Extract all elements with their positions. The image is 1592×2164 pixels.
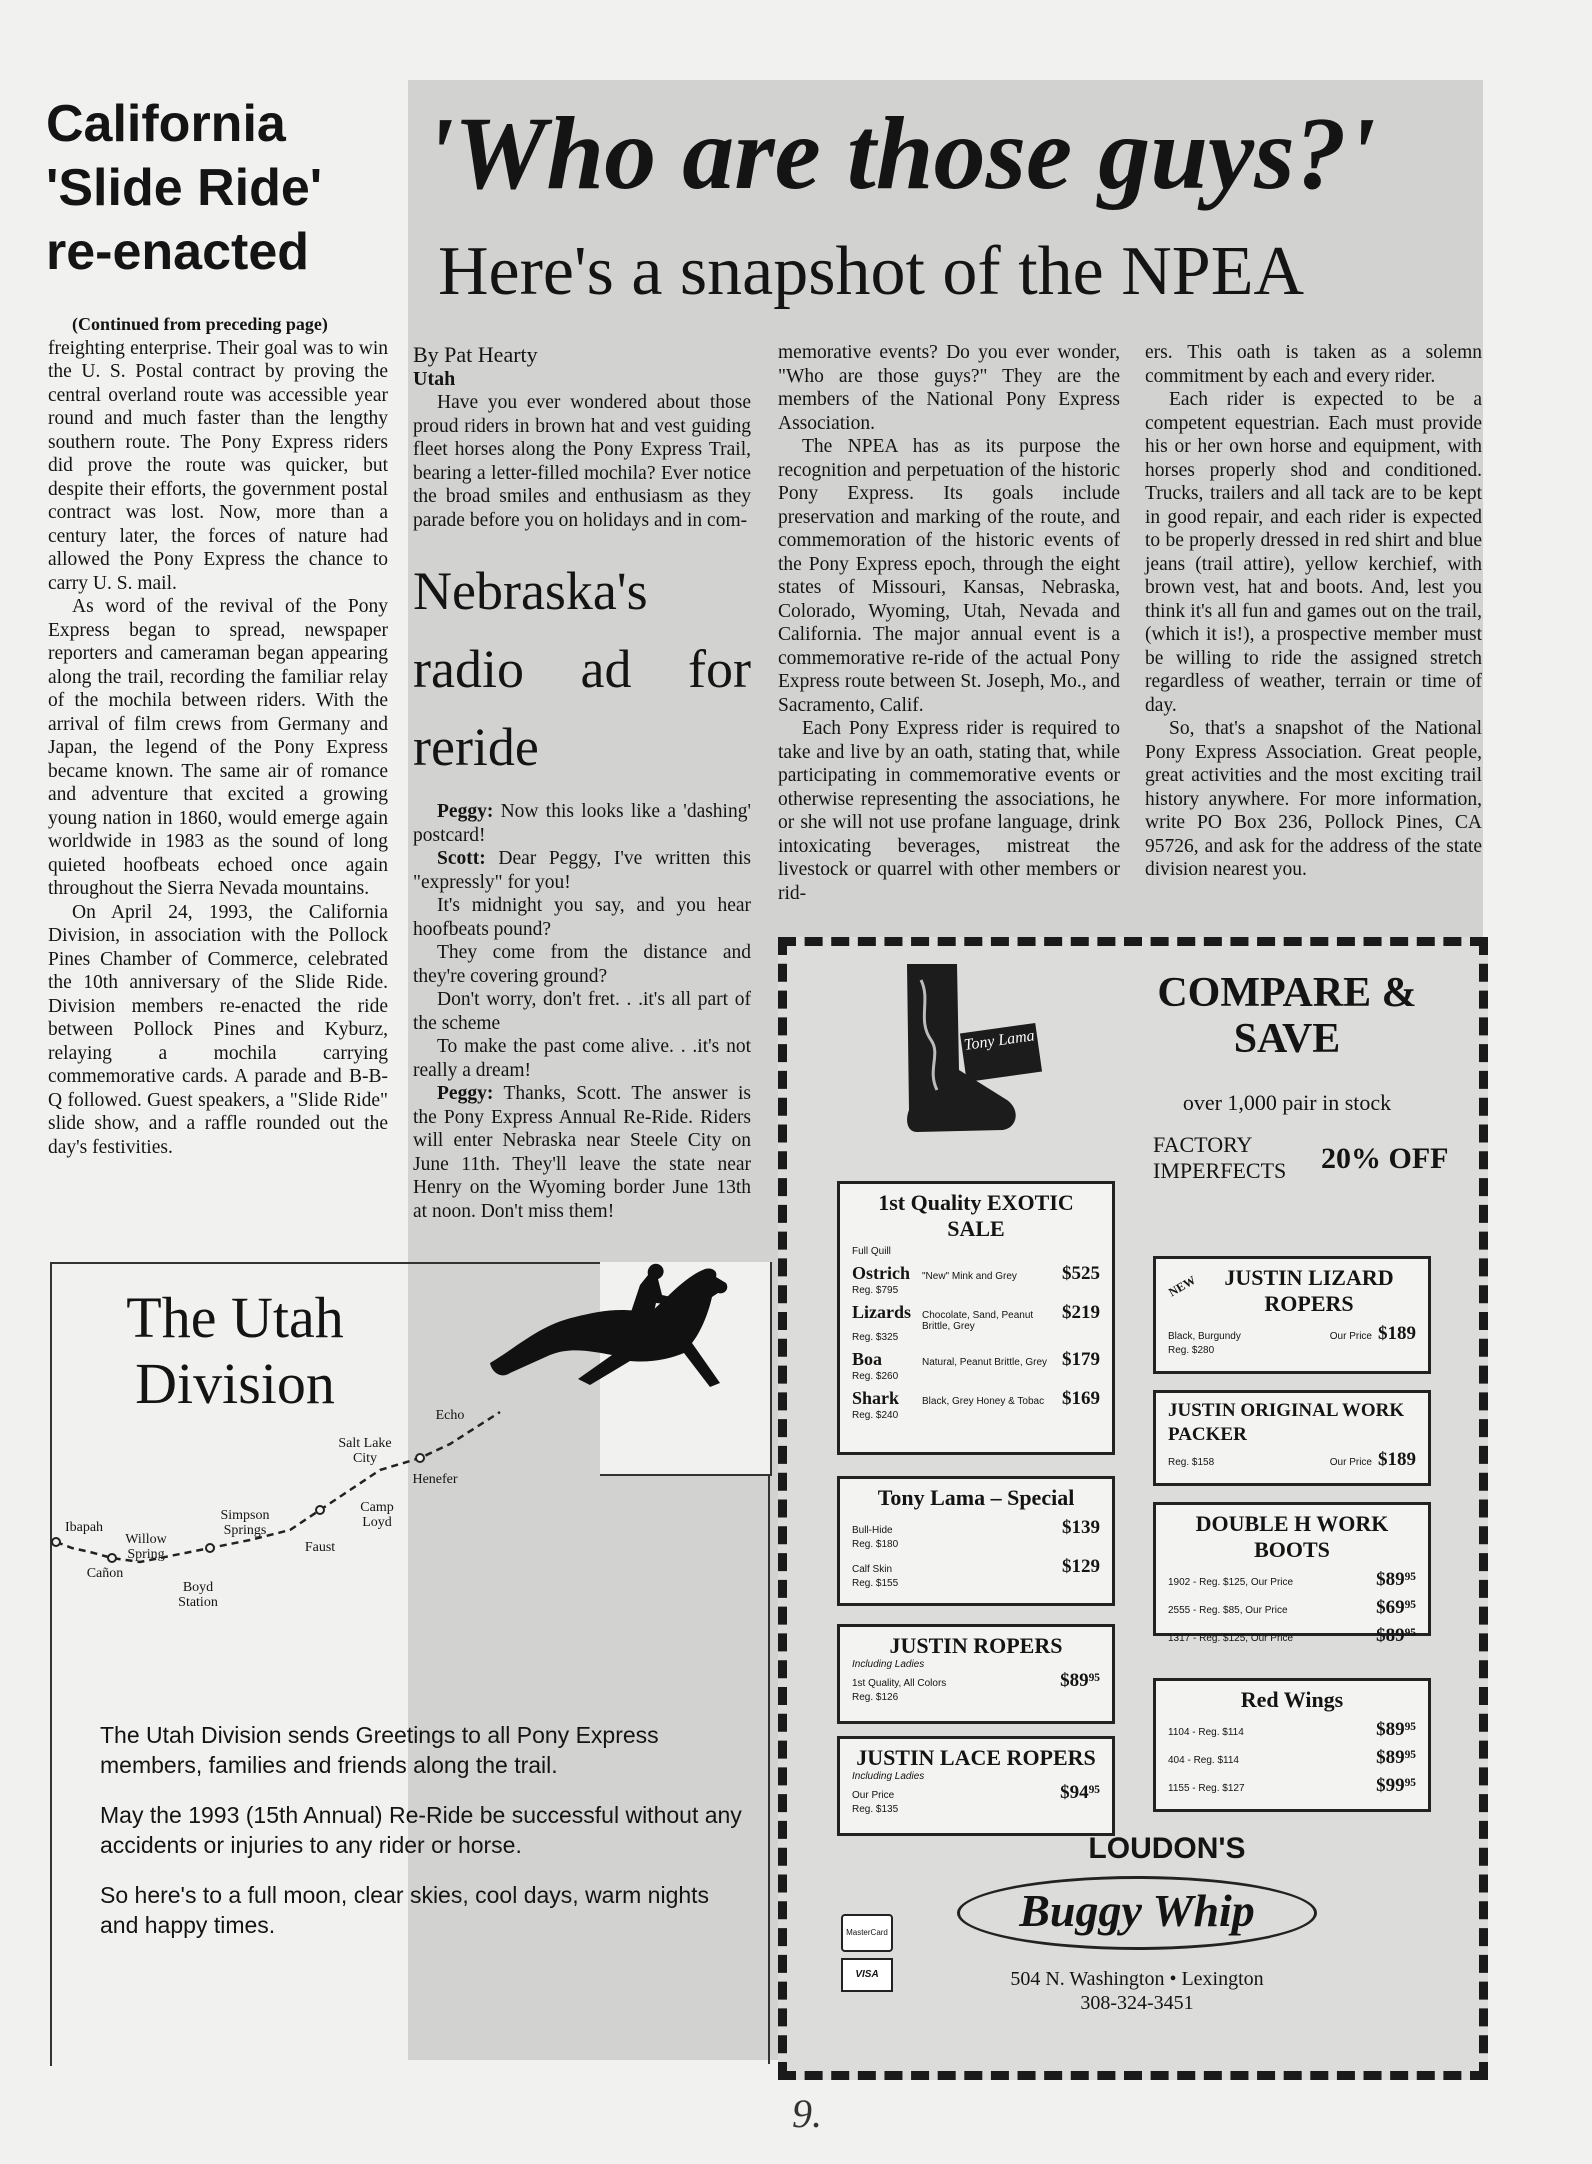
main-col3-paragraph-3: So, that's a snapshot of the National Pony Express Association. Great people, great activities and the most exciting trail history anywhere. For more information, write PO Box 236, Pollock Pines, CA 95726, and ask for the address of the state division nearest you.	[1145, 718, 1482, 880]
justin-ropers-price: $89⁹⁵	[1060, 1670, 1100, 1691]
item-desc: Chocolate, Sand, Peanut Brittle, Grey	[922, 1310, 1034, 1332]
utah-message-3: So here's to a full moon, clear skies, cool days, warm nights and happy times.	[100, 1882, 710, 1938]
item-line: 1317 - Reg. $125, Our Price	[1168, 1633, 1294, 1644]
exotic-sale-title: 1st Quality EXOTIC SALE	[878, 1190, 1074, 1241]
stock-note: over 1,000 pair in stock	[1182, 1090, 1392, 1115]
justin-lace-line: Our Price	[852, 1790, 895, 1801]
byline-location: Utah	[413, 368, 456, 390]
radio-line: Don't worry, don't fret. . .it's all part of the scheme	[413, 989, 751, 1034]
store-script-logo: Buggy Whip	[1019, 1885, 1255, 1936]
main-article-subtitle: Here's a snapshot of the NPEA	[438, 233, 1305, 310]
radio-ad-headline: Nebraska's radio ad for reride	[413, 561, 751, 777]
mastercard-logo: MasterCard	[841, 1914, 893, 1952]
map-label-salt-lake-city: Salt Lake City	[338, 1436, 392, 1466]
visa-logo: VISA	[841, 1958, 893, 1992]
item-reg: Reg. $795	[852, 1285, 899, 1296]
store-name: LOUDON'S	[1088, 1832, 1246, 1865]
item-name: Ostrich	[852, 1263, 910, 1283]
map-label-camp-loyd: Camp Loyd	[360, 1500, 394, 1530]
new-badge: NEW	[1166, 1272, 1199, 1300]
item-price: $89⁹⁵	[1376, 1719, 1416, 1740]
double-h-item	[1168, 1569, 1416, 1591]
item-desc: Black, Grey Honey & Tobac	[922, 1396, 1045, 1407]
red-wings-title: Red Wings	[1240, 1687, 1344, 1712]
left-paragraph-2: As word of the revival of the Pony Express began to spread, newspaper reporters and cameraman began appearing along the trail, recording the familiar relay of the mochila between riders. With the arrival of film crews from Germany and Japan, the legend of the Pony Express became known. The same air of romance and adventure that excited a growing young nation in 1860, would emerge again worldwide in 1983 as the sound of long quieted hoofbeats echoed once again throughout the Sierra Nevada mountains.	[48, 596, 388, 899]
left-article-body	[48, 313, 388, 1159]
item-line: 2555 - Reg. $85, Our Price	[1168, 1605, 1288, 1616]
item-reg: Reg. $325	[852, 1332, 899, 1343]
map-label-willow-spring: Willow Spring	[125, 1532, 167, 1562]
main-column-1	[413, 343, 751, 1223]
justin-ropers-note: Including Ladies	[852, 1659, 925, 1670]
map-label-simpson-springs: Simpson Springs	[220, 1508, 270, 1538]
compare-save-heading: COMPARE & SAVE	[1157, 970, 1417, 1062]
item-name: Shark	[852, 1388, 900, 1408]
exotic-sale-box	[837, 1181, 1115, 1455]
utah-messages	[100, 1720, 750, 1960]
item-reg: Reg. $155	[852, 1578, 899, 1589]
map-label-faust: Faust	[304, 1540, 336, 1555]
red-wings-item	[1168, 1775, 1416, 1797]
main-column-2	[778, 341, 1120, 905]
utah-box-right-edge	[768, 1474, 770, 2064]
lizard-ropers-title: JUSTIN LIZARD ROPERS	[1224, 1265, 1394, 1316]
item-price: $99⁹⁵	[1376, 1775, 1416, 1796]
item-price: $89⁹⁵	[1376, 1747, 1416, 1768]
main-column-3	[1145, 341, 1482, 882]
justin-lace-price: $94⁹⁵	[1060, 1782, 1100, 1803]
work-packer-reg: Reg. $158	[1168, 1457, 1215, 1468]
utah-message-1: The Utah Division sends Greetings to all Pony Express members, families and friends along the trail.	[100, 1722, 659, 1778]
justin-ropers-title: JUSTIN ROPERS	[889, 1633, 1063, 1658]
main-col2-paragraph-3: Each Pony Express rider is required to take and live by an oath, stating that, while participating in commemorative events or otherwise representing the associations, he or she will not use profane language, drink intoxicating beverages, mistreat the livestock or quarrel with other members or rid-	[778, 718, 1120, 904]
work-packer-row	[1168, 1449, 1416, 1471]
store-address: 504 N. Washington • Lexington	[1010, 1968, 1264, 1990]
justin-lace-reg: Reg. $135	[852, 1804, 899, 1815]
tony-lama-special-title: Tony Lama – Special	[877, 1485, 1075, 1510]
item-price: $525	[1062, 1263, 1100, 1284]
justin-ropers-box	[837, 1624, 1115, 1724]
justin-lace-ropers-title: JUSTIN LACE ROPERS	[856, 1745, 1096, 1770]
main-col3-paragraph-2: Each rider is expected to be a competent equestrian. Each must provide his or her own horse and equipment, with horses properly shod and conditioned. Trucks, trailers and all tack are to be kept in good repair, and each rider is expected to be properly dressed in red shirt and blue jeans (trail attire), yellow kerchief, with brown vest, hat and boots. And, lest you think it's all fun and games out on the trail, (which it is!), a prospective member must be willing to ride the assigned stretch regardless of weather, terrain or time of day.	[1145, 389, 1482, 716]
lizard-ropers-line: Black, Burgundy	[1168, 1331, 1241, 1342]
double-h-item	[1168, 1625, 1416, 1647]
item-line: 404 - Reg. $114	[1168, 1755, 1239, 1766]
work-packer-title: JUSTIN ORIGINAL WORK PACKER	[1168, 1400, 1405, 1445]
percent-off: 20% OFF	[1321, 1142, 1449, 1175]
map-label-echo: Echo	[435, 1408, 465, 1423]
item-line: 1104 - Reg. $114	[1168, 1727, 1244, 1738]
item-price: $219	[1062, 1302, 1100, 1323]
radio-line: Thanks, Scott. The answer is the Pony Express Annual Re-Ride. Riders will enter Nebraska near Steele City on June 11th. They'll leave the state near Henry on the Wyoming border June 13th at noon. Don't miss them!	[413, 1083, 751, 1222]
main-col1-paragraph: Have you ever wondered about those proud riders in brown hat and vest guiding fleet horses along the Pony Express Trail, bearing a letter-filled mochila? Ever notice the broad smiles and enthusiasm as they parade before you on holidays and in com-	[413, 392, 751, 531]
item-desc: "New" Mink and Grey	[922, 1271, 1017, 1282]
exotic-item	[852, 1263, 1100, 1285]
justin-lace-row	[852, 1782, 1100, 1804]
item-price: $69⁹⁵	[1376, 1597, 1416, 1618]
justin-lace-note: Including Ladies	[852, 1771, 925, 1782]
item-line: 1902 - Reg. $125, Our Price	[1168, 1577, 1294, 1588]
work-packer-our: Our Price	[1329, 1457, 1372, 1468]
double-h-box	[1153, 1502, 1431, 1646]
item-reg: Reg. $180	[852, 1539, 899, 1550]
byline	[413, 343, 751, 391]
justin-ropers-reg: Reg. $126	[852, 1692, 899, 1703]
lizard-ropers-box	[1153, 1256, 1431, 1374]
tony-lama-special-box	[837, 1476, 1115, 1606]
exotic-item	[852, 1302, 1100, 1332]
radio-line: It's midnight you say, and you hear hoofbeats pound?	[413, 895, 751, 940]
exotic-sale-sub: Full Quill	[852, 1246, 891, 1257]
red-wings-item	[1168, 1747, 1416, 1769]
double-h-item	[1168, 1597, 1416, 1619]
exotic-item	[852, 1349, 1100, 1371]
pony-rider-silhouette-icon	[480, 1255, 760, 1405]
work-packer-box	[1153, 1390, 1431, 1486]
left-article-headline: California 'Slide Ride' re-enacted	[46, 95, 323, 281]
work-packer-price: $189	[1378, 1449, 1416, 1470]
map-label-canon: Cañon	[86, 1566, 124, 1581]
utah-division-title: The Utah Division	[126, 1285, 344, 1416]
item-price: $139	[1062, 1517, 1100, 1538]
tony-lama-tag: Tony Lama	[960, 1023, 1042, 1082]
item-price: $179	[1062, 1349, 1100, 1370]
item-reg: Reg. $240	[852, 1410, 899, 1421]
map-label-henefer: Henefer	[412, 1472, 458, 1487]
left-paragraph-1: freighting enterprise. Their goal was to win the U. S. Postal contract by proving the central overland route was accessible year round and much faster than the lengthy southern route. The Pony Express riders did prove the route was quicker, but despite their efforts, the government postal contract was lost. Now, more than a century later, the forces of nature had allowed the Pony Express the chance to carry U. S. mail.	[48, 337, 388, 594]
item-name: Bull-Hide	[852, 1525, 893, 1536]
main-col3-paragraph-1: ers. This oath is taken as a solemn commitment by each and every rider.	[1145, 342, 1482, 387]
double-h-title: DOUBLE H WORK BOOTS	[1195, 1511, 1389, 1562]
item-price: $89⁹⁵	[1376, 1625, 1416, 1646]
page-number: 9.	[792, 2091, 822, 2136]
map-label-boyd-station: Boyd Station	[178, 1580, 218, 1610]
item-price: $169	[1062, 1388, 1100, 1409]
red-wings-item	[1168, 1719, 1416, 1741]
lizard-ropers-our: Our Price	[1329, 1331, 1372, 1342]
main-article-title: 'Who are those guys?'	[425, 96, 1376, 211]
item-name: Calf Skin	[852, 1564, 893, 1575]
left-paragraph-3: On April 24, 1993, the California Division, in association with the Pollock Pines Chamber of Commerce, celebrated the 10th anniversary of the Slide Ride. Division members re-enacted the ride between Pollock Pines and Kyburz, relaying a mochila carrying commemorative cards. A parade and B-B-Q followed. Guest speakers, a "Slide Ride" slide show, and a raffle rounded out the day's festivities.	[48, 901, 388, 1158]
lizard-ropers-row	[1168, 1323, 1416, 1345]
justin-ropers-row	[852, 1670, 1100, 1692]
item-name: Boa	[852, 1349, 883, 1369]
item-price: $129	[1062, 1556, 1100, 1577]
radio-line: Dear Peggy, I've written this "expressly" for you!	[413, 848, 751, 893]
radio-speaker: Peggy:	[437, 1083, 494, 1104]
lizard-ropers-reg: Reg. $280	[1168, 1345, 1215, 1356]
radio-line: Now this looks like a 'dashing' postcard!	[413, 801, 751, 846]
red-wings-box	[1153, 1678, 1431, 1812]
item-reg: Reg. $260	[852, 1371, 899, 1382]
justin-lace-ropers-box	[837, 1736, 1115, 1836]
utah-message-2: May the 1993 (15th Annual) Re-Ride be successful without any accidents or injuries to any rider or horse.	[100, 1802, 742, 1858]
continued-note: (Continued from preceding page)	[72, 314, 328, 334]
main-col2-paragraph-2: The NPEA has as its purpose the recognition and perpetuation of the historic Pony Express. Its goals include preservation and marking of the route, and commemoration of the historic events of the Pony Express epoch, through the eight states of Missouri, Kansas, Nebraska, Colorado, Wyoming, Utah, Nevada and California. The major annual event is a commemorative re-ride of the actual Pony Express route between St. Joseph, Mo., and Sacramento, Calif.	[778, 436, 1120, 716]
item-name: Lizards	[852, 1302, 912, 1322]
radio-speaker: Scott:	[437, 848, 486, 869]
item-price: $89⁹⁵	[1376, 1569, 1416, 1590]
boot-store-advertisement	[778, 937, 1488, 2080]
justin-ropers-line: 1st Quality, All Colors	[852, 1678, 947, 1689]
radio-speaker: Peggy:	[437, 801, 494, 822]
item-line: 1155 - Reg. $127	[1168, 1783, 1245, 1794]
factory-imperfects: FACTORY IMPERFECTS	[1153, 1132, 1287, 1183]
map-label-ibapah: Ibapah	[64, 1520, 104, 1535]
main-col2-paragraph-1: memorative events? Do you ever wonder, "Who are those guys?" They are the members of the National Pony Express Association.	[778, 342, 1120, 434]
radio-line: To make the past come alive. . .it's not really a dream!	[413, 1036, 751, 1081]
store-phone: 308-324-3451	[1080, 1992, 1194, 2014]
radio-ad-body	[413, 800, 751, 1223]
exotic-item	[852, 1388, 1100, 1410]
tony-item	[852, 1517, 1100, 1539]
lizard-ropers-price: $189	[1378, 1323, 1416, 1344]
radio-line: They come from the distance and they're covering ground?	[413, 942, 751, 987]
tony-item	[852, 1556, 1100, 1578]
item-desc: Natural, Peanut Brittle, Grey	[922, 1357, 1048, 1368]
byline-author: By Pat Hearty	[413, 342, 538, 367]
